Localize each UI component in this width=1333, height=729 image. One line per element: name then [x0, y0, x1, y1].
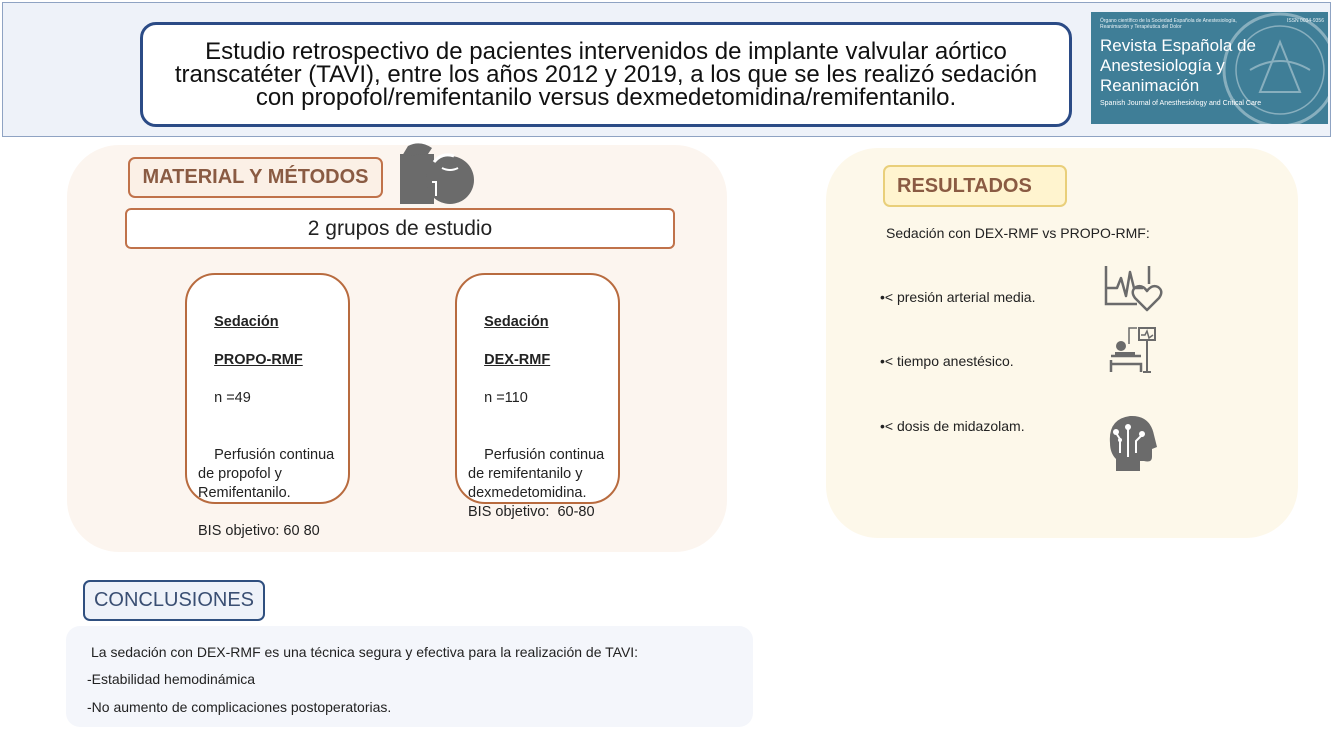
logo-issn: ISSN 0034-9356 — [1287, 18, 1324, 24]
conclusiones-heading: CONCLUSIONES — [83, 580, 265, 621]
group-title-line1: Sedación — [484, 314, 549, 330]
logo-subtitle: Spanish Journal of Anesthesiology and Critical Care — [1100, 100, 1262, 107]
conclusion-item-hemodynamic: -Estabilidad hemodinámica — [87, 671, 256, 687]
result-item-midazolam: •< dosis de midazolam. — [880, 418, 1025, 434]
conclusiones-intro: La sedación con DEX-RMF es una técnica segura y efectiva para la realización de TAVI: — [91, 644, 639, 660]
resultados-heading: RESULTADOS — [883, 165, 1067, 207]
group-title-line1: Sedación — [214, 314, 279, 330]
conclusion-item-complications: -No aumento de complicaciones postoperatorias. — [87, 699, 392, 715]
title-box — [140, 22, 1072, 127]
heart-monitor-icon — [1103, 264, 1163, 312]
brain-head-icon — [1104, 413, 1158, 473]
logo-organization: Órgano científico de la Sociedad Española de Anestesiología, Reanimación y Terapéutica del Dolor — [1100, 18, 1237, 30]
study-title: Estudio retrospectivo de pacientes intervenidos de implante valvular aórtico transcatéter (TAVI), entre los años 2012 y 2019, a los que se les realizó sedación con propofol/remifentanilo versus dexmedetomidina/remifentanilo. — [174, 38, 1038, 111]
result-item-anesthetic-time: •< tiempo anestésico. — [880, 353, 1014, 369]
groups-label-box: 2 grupos de estudio — [125, 208, 675, 249]
result-item-blood-pressure: •< presión arterial media. — [880, 289, 1036, 305]
resultados-intro: Sedación con DEX-RMF vs PROPO-RMF: — [886, 225, 1150, 241]
group-n: n =49 — [214, 390, 251, 406]
logo-journal-name: Revista Española de Anestesiología y Reanimación — [1100, 36, 1256, 95]
group-card-propo-rmf — [185, 273, 350, 539]
patient-head-icon — [398, 142, 476, 204]
group-card-dex-rmf — [455, 273, 620, 520]
material-metodos-panel — [67, 145, 727, 552]
group-title-line2: PROPO-RMF — [214, 352, 303, 368]
group-n: n =110 — [484, 390, 528, 406]
group-description: Perfusión continua de propofol y Remifentanilo. BIS objetivo: 60 80 — [198, 447, 335, 539]
group-title-line2: DEX-RMF — [484, 352, 551, 368]
group-description: Perfusión continua de remifentanilo y dexmedetomidina. BIS objetivo: 60-80 — [468, 447, 605, 520]
journal-logo — [1091, 12, 1328, 124]
icu-bed-icon — [1107, 326, 1159, 376]
material-metodos-heading: MATERIAL Y MÉTODOS — [128, 157, 383, 198]
